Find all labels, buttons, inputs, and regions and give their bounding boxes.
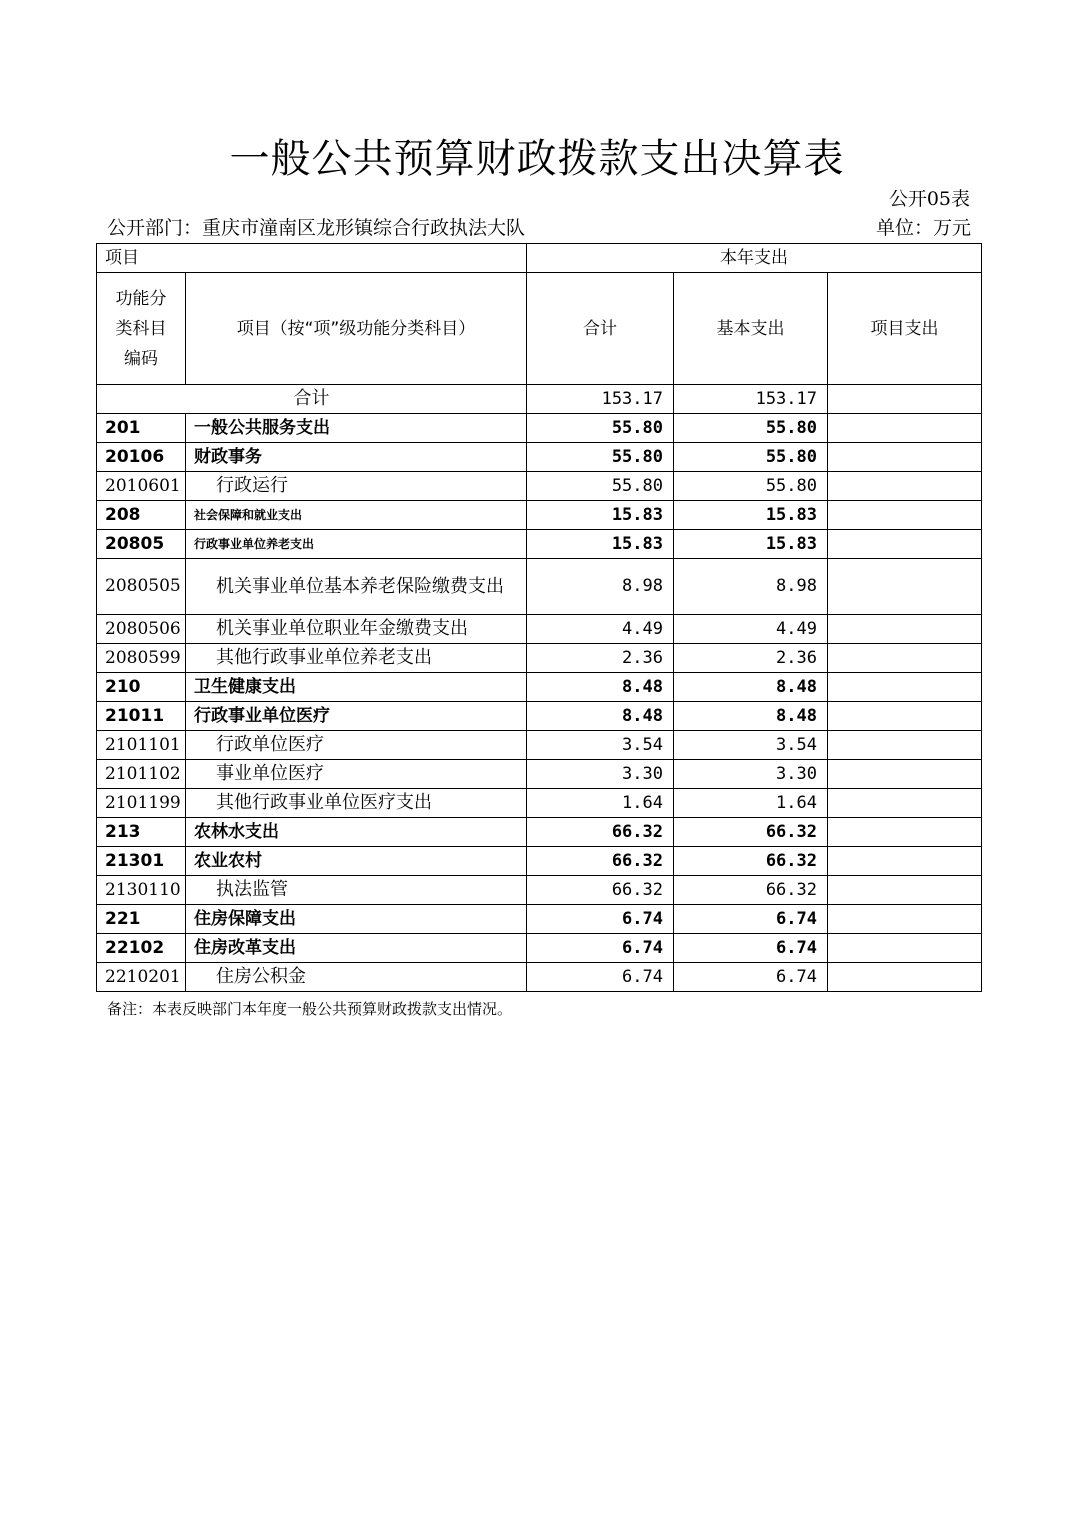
row-project bbox=[828, 472, 982, 501]
row-basic: 3.54 bbox=[674, 731, 828, 760]
row-code: 2130110 bbox=[97, 876, 186, 905]
row-name: 一般公共服务支出 bbox=[186, 414, 527, 443]
footnote: 备注：本表反映部门本年度一般公共预算财政拨款支出情况。 bbox=[107, 1000, 513, 1018]
row-project bbox=[828, 905, 982, 934]
table-row bbox=[97, 530, 982, 559]
row-basic: 66.32 bbox=[674, 876, 828, 905]
row-basic: 15.83 bbox=[674, 530, 828, 559]
header-code-line: 编码 bbox=[124, 348, 158, 369]
row-code: 2010601 bbox=[97, 472, 186, 501]
total-row bbox=[97, 385, 982, 414]
header-name-col: 项目（按“项”级功能分类科目） bbox=[186, 273, 527, 385]
table-row bbox=[97, 414, 982, 443]
row-project bbox=[828, 963, 982, 992]
row-basic: 8.48 bbox=[674, 702, 828, 731]
row-total: 55.80 bbox=[527, 472, 674, 501]
row-basic: 3.30 bbox=[674, 760, 828, 789]
row-name: 机关事业单位基本养老保险缴费支出 bbox=[186, 559, 527, 615]
row-project bbox=[828, 501, 982, 530]
row-total: 66.32 bbox=[527, 876, 674, 905]
row-name: 卫生健康支出 bbox=[186, 673, 527, 702]
row-total: 55.80 bbox=[527, 414, 674, 443]
row-basic: 4.49 bbox=[674, 615, 828, 644]
row-basic: 66.32 bbox=[674, 847, 828, 876]
header-row-1 bbox=[97, 244, 982, 273]
table-row bbox=[97, 501, 982, 530]
total-sum: 153.17 bbox=[527, 385, 674, 414]
row-total: 55.80 bbox=[527, 443, 674, 472]
header-project-col: 项目支出 bbox=[828, 273, 982, 385]
header-total-col: 合计 bbox=[527, 273, 674, 385]
row-total: 15.83 bbox=[527, 530, 674, 559]
row-total: 66.32 bbox=[527, 818, 674, 847]
table-row bbox=[97, 818, 982, 847]
row-code: 21011 bbox=[97, 702, 186, 731]
row-total: 6.74 bbox=[527, 963, 674, 992]
row-name: 住房保障支出 bbox=[186, 905, 527, 934]
row-code: 2080506 bbox=[97, 615, 186, 644]
row-total: 4.49 bbox=[527, 615, 674, 644]
row-code: 221 bbox=[97, 905, 186, 934]
header-row-2 bbox=[97, 273, 982, 385]
row-project bbox=[828, 443, 982, 472]
header-item-group: 项目 bbox=[97, 244, 527, 273]
row-code: 2101101 bbox=[97, 731, 186, 760]
total-label: 合计 bbox=[97, 385, 527, 414]
row-basic: 55.80 bbox=[674, 443, 828, 472]
row-code: 210 bbox=[97, 673, 186, 702]
row-name: 住房公积金 bbox=[186, 963, 527, 992]
row-project bbox=[828, 876, 982, 905]
row-project bbox=[828, 644, 982, 673]
row-code: 208 bbox=[97, 501, 186, 530]
table-row bbox=[97, 905, 982, 934]
table-row bbox=[97, 615, 982, 644]
row-code: 22102 bbox=[97, 934, 186, 963]
row-project bbox=[828, 760, 982, 789]
row-total: 6.74 bbox=[527, 905, 674, 934]
row-basic: 6.74 bbox=[674, 934, 828, 963]
row-code: 201 bbox=[97, 414, 186, 443]
header-year-expense: 本年支出 bbox=[527, 244, 982, 273]
header-code-col bbox=[97, 273, 186, 385]
row-project bbox=[828, 530, 982, 559]
row-basic: 8.98 bbox=[674, 559, 828, 615]
table-row bbox=[97, 559, 982, 615]
row-code: 20805 bbox=[97, 530, 186, 559]
header-code-line: 类科目 bbox=[115, 318, 167, 339]
row-basic: 8.48 bbox=[674, 673, 828, 702]
row-total: 2.36 bbox=[527, 644, 674, 673]
table-row bbox=[97, 789, 982, 818]
row-name: 行政事业单位医疗 bbox=[186, 702, 527, 731]
row-name: 农林水支出 bbox=[186, 818, 527, 847]
row-total: 15.83 bbox=[527, 501, 674, 530]
header-code-line: 功能分 bbox=[115, 288, 167, 309]
row-project bbox=[828, 847, 982, 876]
table-row bbox=[97, 702, 982, 731]
row-basic: 1.64 bbox=[674, 789, 828, 818]
row-name: 财政事务 bbox=[186, 443, 527, 472]
row-name: 行政事业单位养老支出 bbox=[186, 530, 527, 559]
row-total: 8.98 bbox=[527, 559, 674, 615]
row-total: 66.32 bbox=[527, 847, 674, 876]
table-row bbox=[97, 443, 982, 472]
department-label: 公开部门：重庆市潼南区龙形镇综合行政执法大队 bbox=[107, 217, 526, 239]
row-total: 3.30 bbox=[527, 760, 674, 789]
row-total: 8.48 bbox=[527, 673, 674, 702]
row-name: 行政单位医疗 bbox=[186, 731, 527, 760]
row-project bbox=[828, 818, 982, 847]
row-project bbox=[828, 673, 982, 702]
table-row bbox=[97, 644, 982, 673]
row-project bbox=[828, 789, 982, 818]
table-row bbox=[97, 934, 982, 963]
row-name: 事业单位医疗 bbox=[186, 760, 527, 789]
row-basic: 2.36 bbox=[674, 644, 828, 673]
unit-label: 单位：万元 bbox=[875, 217, 971, 239]
table-row bbox=[97, 472, 982, 501]
table-row bbox=[97, 731, 982, 760]
row-name: 社会保障和就业支出 bbox=[186, 501, 527, 530]
row-total: 8.48 bbox=[527, 702, 674, 731]
row-basic: 15.83 bbox=[674, 501, 828, 530]
row-project bbox=[828, 615, 982, 644]
row-total: 6.74 bbox=[527, 934, 674, 963]
row-basic: 6.74 bbox=[674, 905, 828, 934]
row-name: 其他行政事业单位医疗支出 bbox=[186, 789, 527, 818]
total-project bbox=[828, 385, 982, 414]
row-code: 2080599 bbox=[97, 644, 186, 673]
total-basic: 153.17 bbox=[674, 385, 828, 414]
row-project bbox=[828, 731, 982, 760]
row-code: 2101199 bbox=[97, 789, 186, 818]
row-basic: 55.80 bbox=[674, 414, 828, 443]
row-total: 1.64 bbox=[527, 789, 674, 818]
table-row bbox=[97, 847, 982, 876]
row-project bbox=[828, 702, 982, 731]
meta-row bbox=[107, 214, 971, 242]
row-name: 其他行政事业单位养老支出 bbox=[186, 644, 527, 673]
row-total: 3.54 bbox=[527, 731, 674, 760]
row-code: 2210201 bbox=[97, 963, 186, 992]
row-project bbox=[828, 934, 982, 963]
row-code: 213 bbox=[97, 818, 186, 847]
row-project bbox=[828, 559, 982, 615]
row-basic: 55.80 bbox=[674, 472, 828, 501]
table-row bbox=[97, 673, 982, 702]
row-basic: 66.32 bbox=[674, 818, 828, 847]
table-row bbox=[97, 963, 982, 992]
row-name: 执法监管 bbox=[186, 876, 527, 905]
expense-table bbox=[96, 243, 982, 992]
form-number: 公开05表 bbox=[888, 188, 970, 210]
row-basic: 6.74 bbox=[674, 963, 828, 992]
row-code: 2101102 bbox=[97, 760, 186, 789]
row-code: 21301 bbox=[97, 847, 186, 876]
page-title: 一般公共预算财政拨款支出决算表 bbox=[229, 136, 845, 182]
table-row bbox=[97, 760, 982, 789]
row-code: 2080505 bbox=[97, 559, 186, 615]
row-name: 机关事业单位职业年金缴费支出 bbox=[186, 615, 527, 644]
row-code: 20106 bbox=[97, 443, 186, 472]
header-basic-col: 基本支出 bbox=[674, 273, 828, 385]
row-name: 行政运行 bbox=[186, 472, 527, 501]
row-name: 住房改革支出 bbox=[186, 934, 527, 963]
row-name: 农业农村 bbox=[186, 847, 527, 876]
table-row bbox=[97, 876, 982, 905]
row-project bbox=[828, 414, 982, 443]
